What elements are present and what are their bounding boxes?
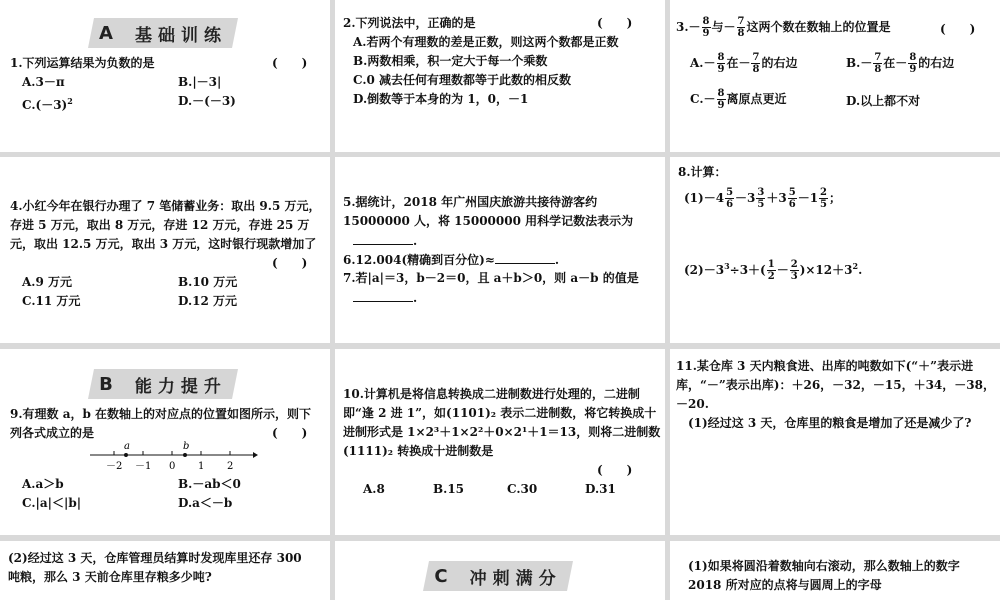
- q4-option-b: B.10 万元: [178, 275, 238, 289]
- q3-stem: [676, 16, 891, 39]
- tick-label-m1: －1: [135, 461, 152, 472]
- panel-q10: [335, 349, 665, 535]
- q1-answer-paren: ( ): [272, 56, 308, 70]
- q1-option-b: B.|－3|: [178, 75, 222, 89]
- q10-option-d: D.31: [585, 482, 616, 496]
- q3-stem-part1: 3.－: [676, 20, 701, 34]
- tick-label-1: 1: [198, 461, 205, 472]
- section-a-letter: A: [99, 22, 113, 44]
- panel-q4: [0, 157, 330, 343]
- q2-option-d: D.倒数等于本身的为 1，0，－1: [353, 92, 529, 106]
- panel-q2: [335, 0, 665, 152]
- q2-option-b: B.两数相乘，积一定大于每一个乘数: [353, 54, 548, 68]
- q9-answer-paren: ( ): [272, 426, 308, 440]
- tick-label-2: 2: [227, 461, 234, 472]
- q4-option-a: A.9 万元: [22, 275, 73, 289]
- q9-option-a: A.a＞b: [22, 477, 64, 491]
- q9-option-c: C.|a|＜|b|: [22, 496, 82, 510]
- q2-stem: 2.下列说法中，正确的是: [343, 16, 476, 30]
- panel-section-c: [335, 541, 665, 600]
- q9-option-d: D.a＜－b: [178, 496, 233, 510]
- tick-label-0: 0: [169, 461, 176, 472]
- section-c-letter: C: [434, 565, 448, 587]
- q7-answer-blank[interactable]: [353, 288, 413, 302]
- q9-option-b: B.－ab＜0: [178, 477, 241, 491]
- q2-option-a: A.若两个有理数的差是正数，则这两个数都是正数: [353, 35, 619, 49]
- q6-stem: 6.12.004(精确到百分位)≈ .: [343, 250, 559, 270]
- q5-answer-blank[interactable]: [353, 231, 413, 245]
- panel-q8: [670, 157, 1000, 343]
- panel-q11: [670, 349, 1000, 535]
- q8-stem: 8.计算：: [678, 165, 727, 179]
- q12-part1: (1)如果将圆沿着数轴向右滚动，那么数轴上的数字 2018 所对应的点将与圆周上的字母: [688, 559, 960, 592]
- q11-part2: (2)经过这 3 天，仓库管理员结算时发现库里还存 300 吨粮，那么 3 天前仓库里存粮多少吨?: [8, 551, 302, 584]
- q10-option-b: B.15: [433, 482, 465, 496]
- point-b: [183, 453, 187, 457]
- q1-stem: 1.下列运算结果为负数的是: [10, 56, 155, 70]
- q3-answer-paren: ( ): [940, 22, 976, 36]
- q1-option-c-exp: 2: [67, 96, 73, 106]
- section-a-title: 基础训练: [134, 25, 227, 46]
- q2-answer-paren: ( ): [597, 16, 633, 30]
- q10-stem: 10.计算机是将信息转换成二进制数进行处理的，二进制即“逢 2 进 1”，如(1101)₂ 表示二进制数，将它转换成十进制形式是 1×2³＋1×2²＋0×2¹＋1＝13，则将二进制数(1111)₂ 转换成十进制数是: [343, 387, 661, 458]
- panel-q11-part2: [0, 541, 330, 600]
- q1-option-a: A.3－π: [22, 75, 65, 89]
- label-a: a: [124, 441, 130, 452]
- panel-q1: [0, 0, 330, 152]
- q6-answer-blank[interactable]: [495, 250, 555, 264]
- section-b-letter: B: [99, 373, 113, 395]
- q1-option-c-base: C.(－3): [22, 98, 68, 112]
- section-a-header: [88, 18, 238, 48]
- q9-number-line: [88, 441, 258, 475]
- section-b-title: 能力提升: [134, 376, 227, 397]
- q7-stem: 7.若|a|＝3，b－2＝0，且 a＋b＞0，则 a－b 的值是 .: [343, 271, 639, 305]
- panel-q12: [670, 541, 1000, 600]
- point-a: [124, 453, 128, 457]
- q10-answer-paren: ( ): [597, 463, 633, 477]
- q3-option-a: A.－ $\frac{8}{9}$ 在－ $\frac{7}{8}$ 的右边: [690, 52, 798, 75]
- panel-q9: [0, 349, 330, 535]
- q3-option-d: D.以上都不对: [846, 94, 921, 108]
- q5-stem: 5.据统计，2018 年广州国庆旅游共接待游客约 15000000 人，将 15000000 用科学记数法表示为 .: [343, 195, 634, 248]
- q3-option-c: C.－ $\frac{8}{9}$ 离原点更近: [690, 88, 787, 111]
- q4-answer-paren: ( ): [272, 256, 308, 270]
- q4-option-d: D.12 万元: [178, 294, 238, 308]
- q11-part1: (1)经过这 3 天，仓库里的粮食是增加了还是减少了?: [688, 416, 972, 430]
- q10-option-c: C.30: [507, 482, 538, 496]
- q3-option-b: B.－ $\frac{7}{8}$ 在－ $\frac{8}{9}$ 的右边: [846, 52, 955, 75]
- q9-stem: 9.有理数 a，b 在数轴上的对应点的位置如图所示，则下列各式成立的是: [10, 407, 312, 440]
- q11-stem: 11.某仓库 3 天内粮食进、出库的吨数如下(“＋”表示进库，“－”表示出库)：＋26，－32，－15，＋34，－38，－20.: [676, 359, 995, 411]
- label-b: b: [183, 441, 190, 452]
- section-b-header: [88, 369, 238, 399]
- q1-option-c: [22, 92, 73, 115]
- q3-stem-part2: 与－: [711, 20, 736, 34]
- q3-fraction-7-8: $\frac{7}{8}$: [737, 16, 745, 39]
- section-c-header: [423, 561, 573, 591]
- q1-option-d: D.－(－3): [178, 94, 236, 108]
- q2-option-c: C.0 减去任何有理数都等于此数的相反数: [353, 73, 572, 87]
- q8-part1: (1)－4 $\frac{5}{6}$ －3 $\frac{3}{5}$ ＋3 $\frac{5}{6}$ －1 $\frac{2}{5}$ ；: [684, 187, 842, 210]
- q10-option-a: A.8: [363, 482, 385, 496]
- panel-q3: [670, 0, 1000, 152]
- section-c-title: 冲刺满分: [469, 568, 562, 589]
- tick-label-m2: －2: [106, 461, 123, 472]
- q4-stem: 4.小红今年在银行办理了 7 笔储蓄业务：取出 9.5 万元，存进 5 万元，取出 8 万元，存进 12 万元，存进 25 万元，取出 12.5 万元，取出 3 万元，这时银行现款增加了: [10, 199, 321, 251]
- q3-fraction-8-9: $\frac{8}{9}$: [702, 16, 710, 39]
- q8-part2: $(2)-3^3\div 3+$( $\frac{1}{2}$ － $\frac{2}{3}$ )$\times 12+3^2$.: [684, 259, 863, 282]
- q3-stem-part3: 这两个数在数轴上的位置是: [746, 20, 891, 34]
- panel-q5-q7: [335, 157, 665, 343]
- q4-option-c: C.11 万元: [22, 294, 81, 308]
